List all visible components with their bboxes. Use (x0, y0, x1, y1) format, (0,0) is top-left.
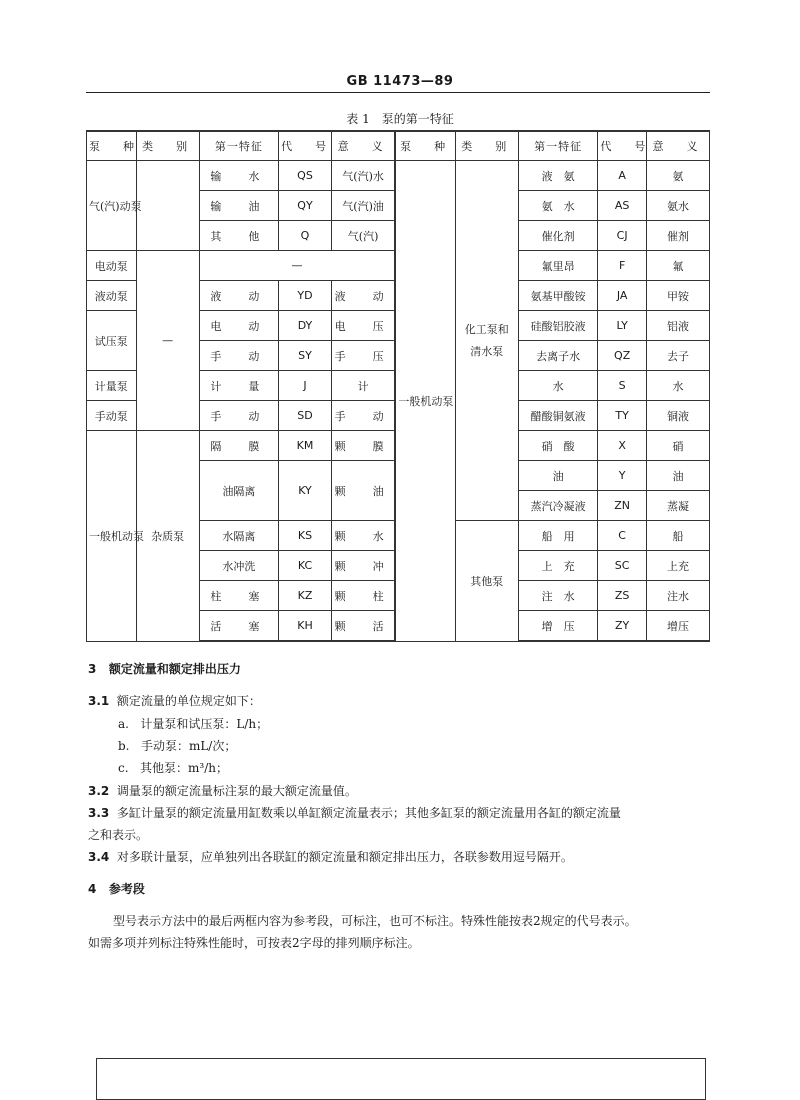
clause-text: 额定流量的单位规定如下： (116, 694, 261, 708)
standard-code: GB 11473—89 (346, 74, 454, 89)
feature-cell: 油隔离 (199, 461, 279, 521)
paragraph: 如需多项并列标注特殊性能时，可按表2字母的排列顺序标注。 (88, 936, 420, 950)
pump-type-cell: 试压泵 (87, 311, 137, 371)
feature-cell: 计 量 (199, 371, 279, 401)
header-row (87, 131, 710, 161)
footer-frame (96, 1058, 706, 1100)
list-mark: c. (118, 761, 129, 775)
meaning-cell: 颗 柱 (331, 581, 395, 611)
meaning-cell: 船 (646, 521, 709, 551)
header-cell: 代 号 (598, 131, 647, 161)
list-text: 手动泵：mL/次； (140, 739, 237, 753)
clause-number: 3.2 (88, 784, 110, 798)
right-category-cell: 化工泵和 清水泵 (455, 161, 518, 521)
list-mark: a. (118, 717, 129, 731)
header-cell: 第一特征 (199, 131, 279, 161)
feature-cell: 水冲洗 (199, 551, 279, 581)
clause-3-4 (88, 848, 573, 865)
meaning-cell: 颗 膜 (331, 431, 395, 461)
feature-cell: 其 他 (199, 221, 279, 251)
list-item (118, 759, 228, 776)
header-cell: 意 义 (331, 131, 395, 161)
feature-cell: 硝 酸 (518, 431, 598, 461)
code-cell: AS (598, 191, 647, 221)
meaning-cell: 颗 水 (331, 521, 395, 551)
table-caption: 表 1 泵的第一特征 (346, 112, 454, 126)
code-cell: QS (279, 161, 332, 191)
meaning-cell: 铜液 (646, 401, 709, 431)
meaning-cell: 气(汽)水 (331, 161, 395, 191)
meaning-cell: 颗 活 (331, 611, 395, 642)
feature-cell: 液 动 (199, 281, 279, 311)
list-text: 其他泵：m³/h； (140, 761, 228, 775)
category-cell: — (136, 251, 199, 431)
clause-3-3-continued: 之和表示。 (88, 828, 149, 842)
meaning-cell: 计 (331, 371, 395, 401)
category-cell (136, 161, 199, 251)
meaning-cell: 手 压 (331, 341, 395, 371)
meaning-cell: 去子 (646, 341, 709, 371)
feature-cell: 氟里昂 (518, 251, 598, 281)
code-cell: DY (279, 311, 332, 341)
pump-feature-table (86, 130, 710, 642)
meaning-cell: 颗 冲 (331, 551, 395, 581)
feature-cell: 活 塞 (199, 611, 279, 642)
meaning-cell: 油 (646, 461, 709, 491)
clause-text: 对多联计量泵，应单独列出各联缸的额定流量和额定排出压力，各联参数用逗号隔开。 (116, 850, 573, 864)
header-cell: 泵 种 (87, 131, 137, 161)
code-cell: C (598, 521, 647, 551)
code-cell: JA (598, 281, 647, 311)
clause-3-3 (88, 804, 621, 821)
feature-cell: 手 动 (199, 341, 279, 371)
code-cell: Q (279, 221, 332, 251)
clause-text: 调量泵的额定流量标注泵的最大额定流量值。 (116, 784, 357, 798)
pump-type-cell: 液动泵 (87, 281, 137, 311)
meaning-cell: 氨 (646, 161, 709, 191)
meaning-cell: 气(汽) (331, 221, 395, 251)
code-cell: CJ (598, 221, 647, 251)
code-cell: ZS (598, 581, 647, 611)
category-cell: 杂质泵 (136, 431, 199, 642)
feature-cell: 增 压 (518, 611, 598, 642)
meaning-cell: 氟 (646, 251, 709, 281)
code-cell: QZ (598, 341, 647, 371)
code-cell: A (598, 161, 647, 191)
code-cell: F (598, 251, 647, 281)
code-cell: SD (279, 401, 332, 431)
section-title: 参考段 (108, 882, 145, 896)
section-3-heading (88, 660, 241, 677)
meaning-cell: 硝 (646, 431, 709, 461)
feature-cell: 电 动 (199, 311, 279, 341)
code-cell: SY (279, 341, 332, 371)
paragraph: 型号表示方法中的最后两框内容为参考段，可标注，也可不标注。特殊性能按表2规定的代号表示。 (113, 914, 637, 928)
code-cell: YD (279, 281, 332, 311)
feature-cell: 硅酸铝胶液 (518, 311, 598, 341)
meaning-cell: 氨水 (646, 191, 709, 221)
code-cell: KY (279, 461, 332, 521)
list-item (118, 737, 236, 754)
meaning-cell: 铝液 (646, 311, 709, 341)
clause-number: 3.3 (88, 806, 110, 820)
meaning-cell: 增压 (646, 611, 709, 642)
meaning-cell: 上充 (646, 551, 709, 581)
feature-cell: 去离子水 (518, 341, 598, 371)
clause-number: 3.4 (88, 850, 110, 864)
right-category-cell: 其他泵 (455, 521, 518, 642)
section-number: 4 (88, 882, 97, 896)
header-cell: 意 义 (646, 131, 709, 161)
code-cell: S (598, 371, 647, 401)
code-cell: TY (598, 401, 647, 431)
meaning-cell: 气(汽)油 (331, 191, 395, 221)
meaning-cell: 电 压 (331, 311, 395, 341)
code-cell: KC (279, 551, 332, 581)
code-cell: Y (598, 461, 647, 491)
section-number: 3 (88, 662, 97, 676)
list-text: 计量泵和试压泵：L/h； (140, 717, 269, 731)
feature-cell: 水隔离 (199, 521, 279, 551)
meaning-cell: 水 (646, 371, 709, 401)
feature-cell: 注 水 (518, 581, 598, 611)
code-cell: KZ (279, 581, 332, 611)
meaning-cell: 蒸凝 (646, 491, 709, 521)
header-cell: 代 号 (279, 131, 332, 161)
feature-cell: 上 充 (518, 551, 598, 581)
meaning-cell: 颗 油 (331, 461, 395, 521)
meaning-cell: 注水 (646, 581, 709, 611)
code-cell: SC (598, 551, 647, 581)
header-cell: 类 别 (455, 131, 518, 161)
feature-cell: 蒸汽冷凝液 (518, 491, 598, 521)
clause-text: 多缸计量泵的额定流量用缸数乘以单缸额定流量表示；其他多缸泵的额定流量用各缸的额定流量 (116, 806, 621, 820)
code-cell: ZN (598, 491, 647, 521)
section-title: 额定流量和额定排出压力 (108, 662, 241, 676)
pump-type-cell: 计量泵 (87, 371, 137, 401)
list-mark: b. (118, 739, 130, 753)
feature-cell: 液 氨 (518, 161, 598, 191)
meaning-cell: 甲铵 (646, 281, 709, 311)
feature-cell: 氨 水 (518, 191, 598, 221)
clause-number: 3.1 (88, 694, 110, 708)
feature-cell: 输 油 (199, 191, 279, 221)
list-item (118, 715, 268, 732)
clause-3-2 (88, 782, 357, 799)
feature-cell: 催化剂 (518, 221, 598, 251)
code-cell: LY (598, 311, 647, 341)
table-row (87, 161, 710, 191)
code-cell: J (279, 371, 332, 401)
feature-cell: 船 用 (518, 521, 598, 551)
meaning-cell: 催剂 (646, 221, 709, 251)
header-cell: 泵 种 (395, 131, 455, 161)
dash-cell: — (199, 251, 395, 281)
code-cell: ZY (598, 611, 647, 642)
meaning-cell: 液 动 (331, 281, 395, 311)
feature-cell: 油 (518, 461, 598, 491)
header-cell: 第一特征 (518, 131, 598, 161)
header-rule (86, 92, 710, 93)
pump-type-cell: 电动泵 (87, 251, 137, 281)
pump-type-cell: 气(汽)动泵 (87, 161, 137, 251)
feature-cell: 水 (518, 371, 598, 401)
pump-type-cell: 手动泵 (87, 401, 137, 431)
meaning-cell: 手 动 (331, 401, 395, 431)
code-cell: KH (279, 611, 332, 642)
code-cell: KS (279, 521, 332, 551)
code-cell: X (598, 431, 647, 461)
pump-type-cell: 一般机动泵 (87, 431, 137, 642)
code-cell: QY (279, 191, 332, 221)
feature-cell: 输 水 (199, 161, 279, 191)
feature-cell: 醋酸铜氨液 (518, 401, 598, 431)
feature-cell: 柱 塞 (199, 581, 279, 611)
code-cell: KM (279, 431, 332, 461)
feature-cell: 氨基甲酸铵 (518, 281, 598, 311)
feature-cell: 隔 膜 (199, 431, 279, 461)
right-pump-type-cell: 一般机动泵 (395, 161, 455, 642)
feature-cell: 手 动 (199, 401, 279, 431)
clause-3-1 (88, 692, 261, 709)
header-cell: 类 别 (136, 131, 199, 161)
section-4-heading (88, 880, 145, 897)
